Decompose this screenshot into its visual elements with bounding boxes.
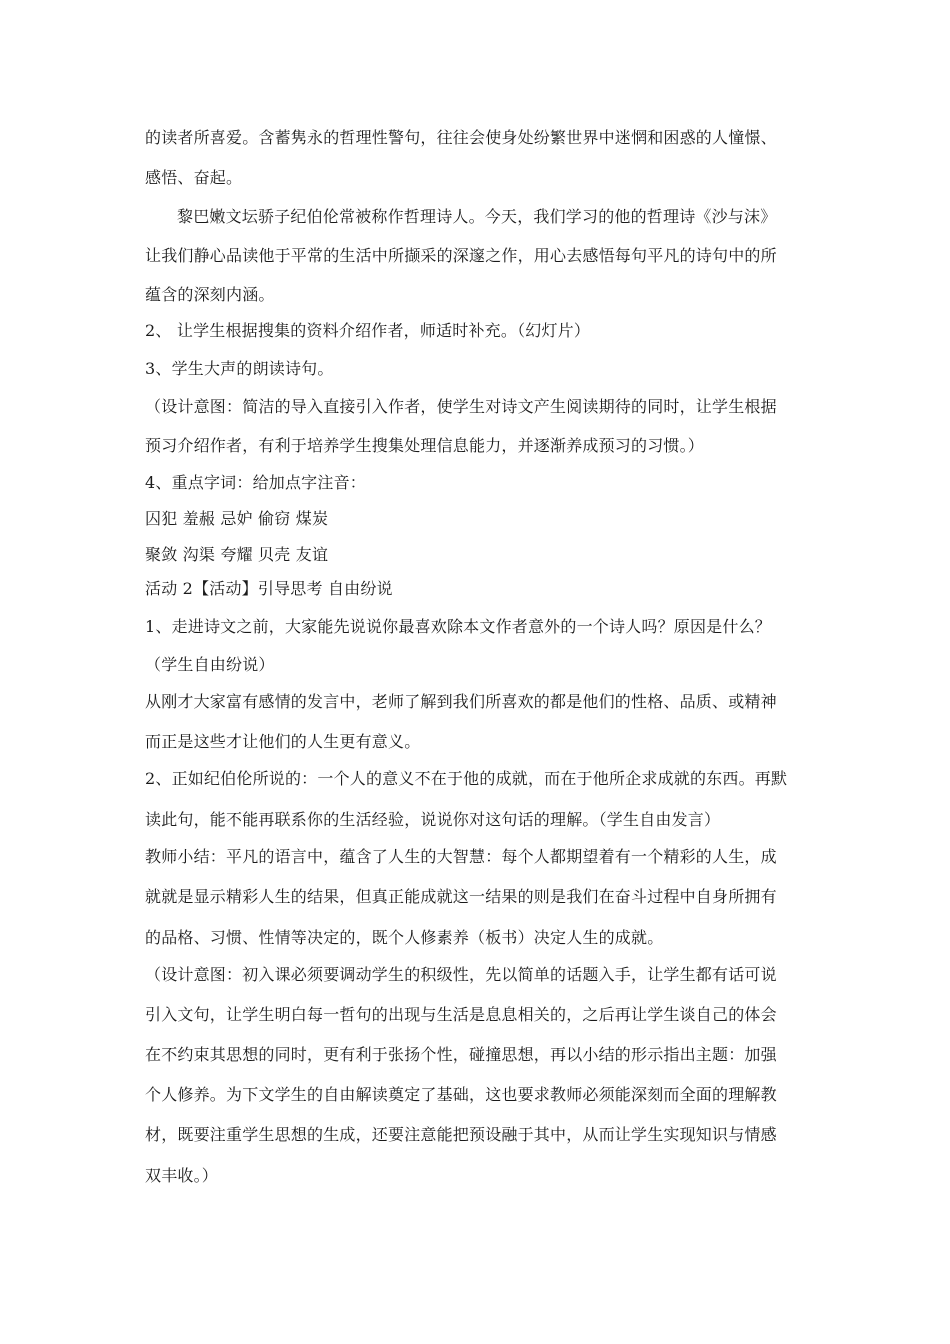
text-line-24: 引入文句，让学生明白每一哲句的出现与生活是息息相关的，之后再让学生谈自己的体会: [145, 1005, 777, 1024]
text-line-10: 4、重点字词：给加点字注音：: [145, 473, 366, 492]
text-line-16: 从刚才大家富有感情的发言中，老师了解到我们所喜欢的都是他们的性格、品质、或精神: [145, 692, 777, 711]
text-line-25: 在不约束其思想的同时，更有利于张扬个性，碰撞思想，再以小结的形示指出主题：加强: [145, 1045, 777, 1064]
text-line-3: 黎巴嫩文坛骄子纪伯伦常被称作哲理诗人。今天，我们学习的他的哲理诗《沙与沫》: [177, 207, 777, 226]
text-line-26: 个人修养。为下文学生的自由解读奠定了基础，这也要求教师必须能深刻而全面的理解教: [145, 1085, 777, 1104]
text-line-19: 读此句，能不能再联系你的生活经验，说说你对这句话的理解。（学生自由发言）: [145, 810, 721, 829]
text-line-5: 蕴含的深刻内涵。: [145, 285, 275, 304]
text-line-11: 囚犯 羞赧 忌妒 偷窃 煤炭: [145, 509, 329, 528]
text-line-9: 预习介绍作者，有利于培养学生搜集处理信息能力，并逐渐养成预习的习惯。）: [145, 436, 705, 455]
text-line-13: 活动 2【活动】引导思考 自由纷说: [145, 579, 393, 598]
text-line-18: 2、正如纪伯伦所说的：一个人的意义不在于他的成就，而在于他所企求成就的东西。再默: [145, 769, 788, 788]
text-line-15: （学生自由纷说）: [145, 655, 275, 674]
text-line-4: 让我们静心品读他于平常的生活中所撷采的深邃之作，用心去感悟每句平凡的诗句中的所: [145, 246, 777, 265]
text-line-14: 1、走进诗文之前，大家能先说说你最喜欢除本文作者意外的一个诗人吗？原因是什么？: [145, 617, 771, 636]
text-line-8: （设计意图：简洁的导入直接引入作者，使学生对诗文产生阅读期待的同时，让学生根据: [145, 397, 777, 416]
text-line-1: 的读者所喜爱。含蓄隽永的哲理性警句，往往会使身处纷繁世界中迷惘和困惑的人憧憬、: [145, 128, 777, 147]
text-line-23: （设计意图：初入课必须要调动学生的积级性，先以简单的话题入手，让学生都有话可说: [145, 965, 777, 984]
text-line-2: 感悟、奋起。: [145, 168, 243, 187]
text-line-12: 聚敛 沟渠 夸耀 贝壳 友谊: [145, 545, 329, 564]
text-line-20: 教师小结：平凡的语言中，蕴含了人生的大智慧：每个人都期望着有一个精彩的人生，成: [145, 847, 777, 866]
text-line-6: 2、 让学生根据搜集的资料介绍作者，师适时补充。（幻灯片）: [145, 321, 591, 340]
text-line-7: 3、学生大声的朗读诗句。: [145, 359, 334, 378]
text-line-22: 的品格、习惯、性情等决定的，既个人修素养（板书）决定人生的成就。: [145, 928, 664, 947]
text-line-28: 双丰收。）: [145, 1166, 219, 1185]
text-line-21: 就就是显示精彩人生的结果，但真正能成就这一结果的则是我们在奋斗过程中自身所拥有: [145, 887, 777, 906]
text-line-27: 材，既要注重学生思想的生成，还要注意能把预设融于其中，从而让学生实现知识与情感: [145, 1125, 777, 1144]
text-line-17: 而正是这些才让他们的人生更有意义。: [145, 732, 421, 751]
